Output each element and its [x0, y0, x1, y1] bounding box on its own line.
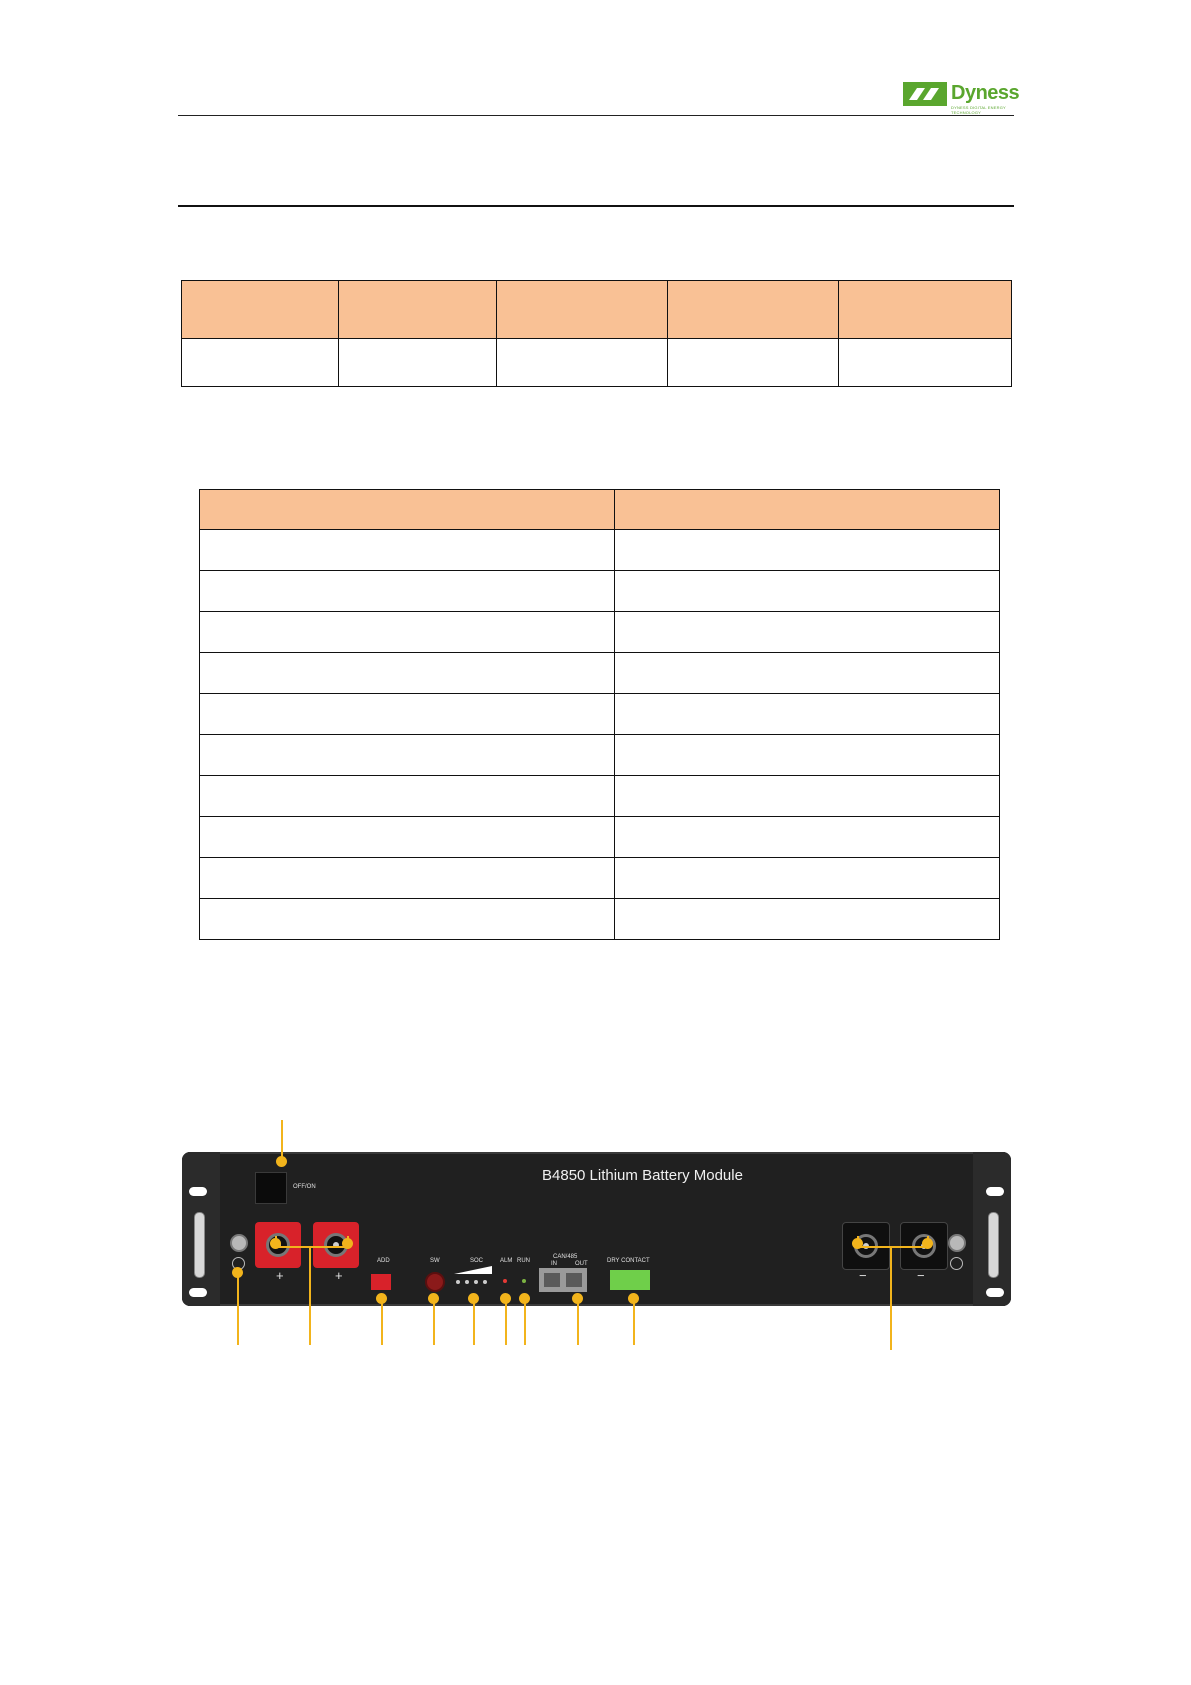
run-led [522, 1279, 526, 1283]
table-header-cell [668, 281, 839, 339]
table-cell [200, 653, 615, 694]
callout-dot [428, 1293, 439, 1304]
run-label: RUN [517, 1258, 530, 1264]
table-cell [200, 571, 615, 612]
table-header-cell [839, 281, 1012, 339]
callout-line [577, 1298, 579, 1345]
callout-dot [500, 1293, 511, 1304]
table-cell [668, 339, 839, 387]
table-row [200, 776, 1000, 817]
callout-line [309, 1246, 311, 1345]
callout-dot [628, 1293, 639, 1304]
soc-ramp-icon [454, 1266, 492, 1274]
callout-dot [468, 1293, 479, 1304]
callout-dot [376, 1293, 387, 1304]
callout-dot [276, 1156, 287, 1167]
table-header-row [182, 281, 1012, 339]
can-in-label: IN [551, 1261, 557, 1267]
dry-contact-label: DRY CONTACT [607, 1258, 650, 1264]
table-row [200, 653, 1000, 694]
callout-line [237, 1272, 239, 1345]
table-cell [615, 653, 1000, 694]
table-row [200, 858, 1000, 899]
mount-slot [986, 1288, 1004, 1297]
positive-sign: + [276, 1268, 284, 1283]
callout-line [890, 1246, 892, 1350]
soc-led [483, 1280, 487, 1284]
table-row [200, 899, 1000, 940]
table-cell [200, 735, 615, 776]
ground-screw [230, 1234, 248, 1252]
sw-label: SW [430, 1258, 440, 1264]
add-label: ADD [377, 1258, 390, 1264]
callout-line [524, 1298, 526, 1345]
table-row [200, 571, 1000, 612]
mount-slot [189, 1187, 207, 1196]
callout-dot [342, 1238, 353, 1249]
table-header-cell [182, 281, 339, 339]
can-label: CAN/485 [553, 1254, 578, 1260]
table-header-cell [615, 490, 1000, 530]
alm-led [503, 1279, 507, 1283]
callout-dot [572, 1293, 583, 1304]
can-out-label: OUT [575, 1261, 588, 1267]
soc-label: SOC [470, 1258, 484, 1264]
table-cell [200, 899, 615, 940]
logo-subtext: DYNESS DIGITAL ENERGY TECHNOLOGY [951, 105, 1006, 115]
table-row [200, 612, 1000, 653]
table-cell [200, 694, 615, 735]
can-485-ports [539, 1268, 587, 1292]
table-cell [615, 858, 1000, 899]
header-rule [178, 115, 1014, 116]
table-cell [615, 735, 1000, 776]
table-row [200, 530, 1000, 571]
ground-screw [948, 1234, 966, 1252]
table-cell [615, 612, 1000, 653]
ground-symbol-icon [950, 1257, 963, 1270]
negative-sign: − [859, 1268, 867, 1283]
table-header-row [200, 490, 1000, 530]
table-cell [615, 899, 1000, 940]
table-cell [200, 612, 615, 653]
table-row [200, 694, 1000, 735]
left-handle [194, 1212, 205, 1278]
table-row [182, 339, 1012, 387]
dyness-logo [903, 78, 1020, 115]
mount-slot [189, 1288, 207, 1297]
callout-dot [232, 1267, 243, 1278]
panel-title: B4850 Lithium Battery Module [542, 1167, 743, 1184]
table-cell [615, 530, 1000, 571]
switch-label: OFF/ON [293, 1184, 316, 1190]
callout-dot [270, 1238, 281, 1249]
dyness-logo-mark-icon [903, 78, 947, 110]
table-cell [182, 339, 339, 387]
battery-module-front-panel [182, 1152, 1011, 1306]
table-cell [200, 776, 615, 817]
callout-dot [852, 1238, 863, 1249]
table-cell [497, 339, 668, 387]
callout-line [505, 1298, 507, 1345]
table-row [200, 735, 1000, 776]
callout-line [858, 1246, 928, 1248]
alm-label: ALM [500, 1258, 513, 1264]
right-handle [988, 1212, 999, 1278]
soc-led [474, 1280, 478, 1284]
callout-dot [519, 1293, 530, 1304]
callout-line [276, 1246, 348, 1248]
callout-line [381, 1298, 383, 1345]
table-row [200, 817, 1000, 858]
soc-led [465, 1280, 469, 1284]
table-cell [615, 694, 1000, 735]
callout-dot [922, 1238, 933, 1249]
table-header-cell [497, 281, 668, 339]
spec-table-2 [199, 489, 1000, 940]
spec-table-1 [181, 280, 1012, 387]
table-cell [200, 530, 615, 571]
dry-contact-connector [610, 1270, 650, 1290]
table-cell [200, 858, 615, 899]
positive-sign: + [335, 1268, 343, 1283]
table-header-cell [200, 490, 615, 530]
mount-slot [986, 1187, 1004, 1196]
callout-line [473, 1298, 475, 1345]
rj45-port-out [566, 1273, 582, 1287]
table-cell [839, 339, 1012, 387]
table-cell [339, 339, 497, 387]
negative-sign: − [917, 1268, 925, 1283]
callout-line [633, 1298, 635, 1345]
section-rule [178, 205, 1014, 207]
table-cell [615, 571, 1000, 612]
rj45-port-in [544, 1273, 560, 1287]
sw-button [425, 1272, 445, 1292]
table-cell [200, 817, 615, 858]
table-cell [615, 776, 1000, 817]
soc-led [456, 1280, 460, 1284]
address-dip-switch [371, 1274, 391, 1290]
table-cell [615, 817, 1000, 858]
table-header-cell [339, 281, 497, 339]
callout-line [433, 1298, 435, 1345]
power-switch [255, 1172, 287, 1204]
logo-text: Dyness [951, 82, 1020, 104]
